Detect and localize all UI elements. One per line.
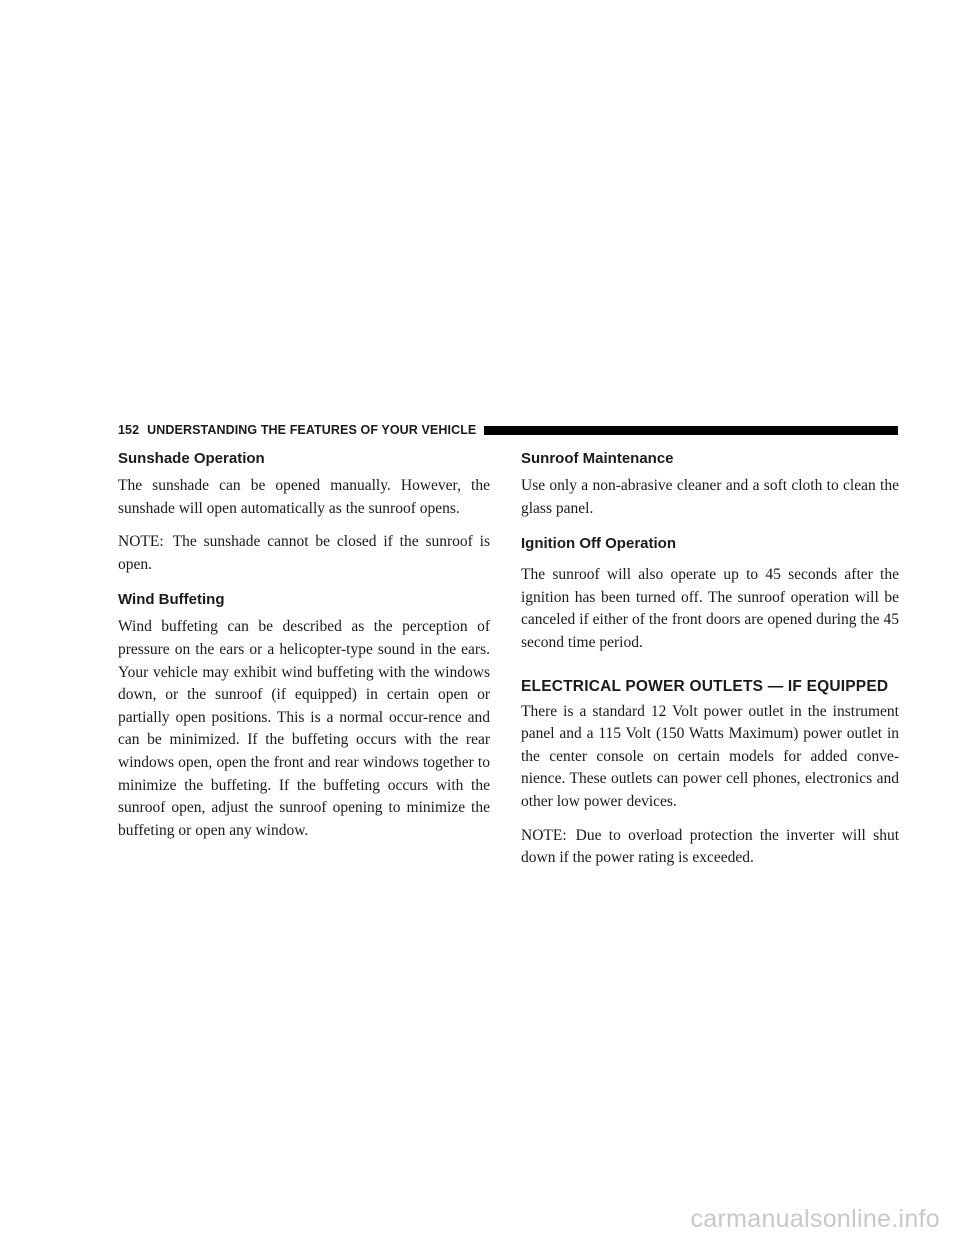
wind-buffeting-body: Wind buffeting can be described as the perception of pressure on the ears or a helicopter-type sound in the ears. Your vehicle may exhibit wind buffeting with the windows down, or the sunroof (if equipped) in certain open or partially open positions. This is a normal occur-rence and can be minimized. If the buffeting occurs with the rear windows open, open the front and rear windows together to minimize the buffeting. If the buffeting occurs with the sunroof open, adjust the sunroof opening to minimize the buffeting or open any window. [118,618,490,839]
watermark: carmanualsonline.info [690,1205,940,1233]
left-column [118,449,490,853]
power-outlets-section [521,677,899,870]
sunroof-maintenance-body: Use only a non-abrasive cleaner and a soft cloth to clean the glass panel. [521,477,899,517]
sunshade-note [118,531,490,576]
sunshade-heading: Sunshade Operation [118,450,265,467]
sunroof-maintenance-heading: Sunroof Maintenance [521,450,674,467]
wind-buffeting-heading: Wind Buffeting [118,591,225,609]
wind-buffeting-section [118,590,490,842]
running-title: UNDERSTANDING THE FEATURES OF YOUR VEHICLE [147,423,477,437]
sunshade-body: The sunshade can be opened manually. However, the sunshade will open automatically as the sunroof opens. [118,477,490,517]
page-header [118,421,898,439]
power-outlets-note [521,825,899,870]
right-column [521,449,899,881]
note-label: NOTE: [118,533,164,551]
note-text: The sunshade cannot be closed if the sunroof is open. [118,533,490,573]
sunroof-maintenance-section [521,449,899,520]
ignition-off-heading: Ignition Off Operation [521,535,676,553]
power-outlets-heading: ELECTRICAL POWER OUTLETS — IF EQUIPPED [521,677,889,695]
page-number: 152 [118,423,140,437]
note-label: NOTE: [521,826,567,844]
ignition-off-section [521,534,899,654]
sunshade-section [118,449,490,576]
note-text: Due to overload protection the inverter will shut down if the power rating is exceeded. [521,826,899,867]
power-outlets-body: There is a standard 12 Volt power outlet in the instrument panel and a 115 Volt (150 Watts Maximum) power outlet in the center console on certain models for added conve-nience. These outlets can power cell phones, electronics and other low power devices. [521,702,899,810]
ignition-off-body: The sunroof will also operate up to 45 seconds after the ignition has been turned off. The sunroof operation will be canceled if either of the front doors are opened during the 45 second time period. [521,566,899,651]
header-rule [484,426,898,435]
